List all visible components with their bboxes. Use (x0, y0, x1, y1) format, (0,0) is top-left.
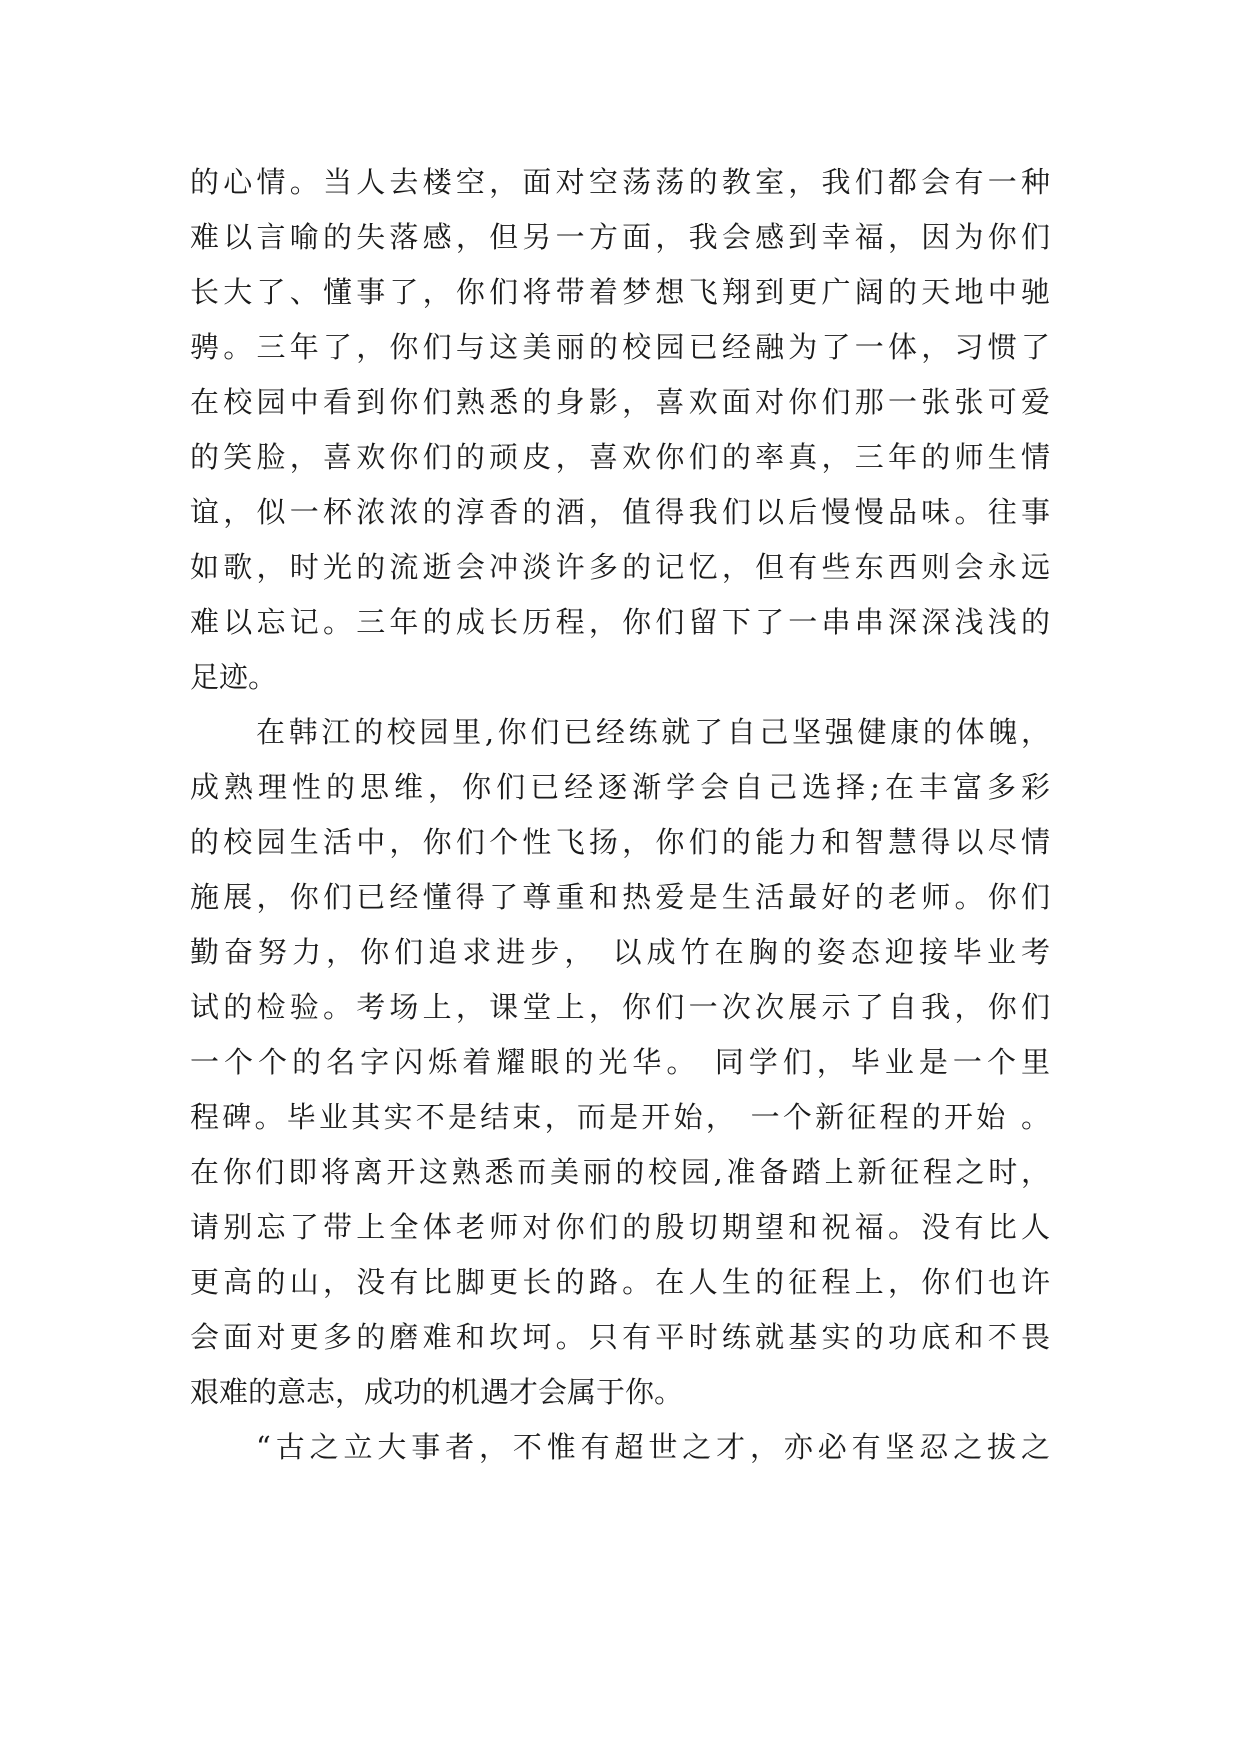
text-line: 难以忘记。三年的成长历程，你们留下了一串串深深浅浅的 (190, 605, 1050, 639)
text-line: 难以言喻的失落感，但另一方面，我会感到幸福，因为你们 (190, 220, 1050, 254)
text-line: 会面对更多的磨难和坎坷。只有平时练就基实的功底和不畏 (190, 1320, 1050, 1354)
text-line: 的笑脸，喜欢你们的顽皮，喜欢你们的率真，三年的师生情 (190, 440, 1050, 474)
text-line: 施展，你们已经懂得了尊重和热爱是生活最好的老师。你们 (190, 880, 1050, 914)
text-line: 如歌，时光的流逝会冲淡许多的记忆，但有些东西则会永远 (190, 550, 1050, 584)
text-line: 一个个的名字闪烁着耀眼的光华。 同学们，毕业是一个里 (190, 1045, 1050, 1079)
text-line: 的校园生活中，你们个性飞扬，你们的能力和智慧得以尽情 (190, 825, 1050, 859)
text-line: 艰难的意志，成功的机遇才会属于你。 (190, 1375, 684, 1409)
text-line: 在校园中看到你们熟悉的身影，喜欢面对你们那一张张可爱 (190, 385, 1050, 419)
text-line: 足迹。 (190, 660, 278, 694)
text-line: 长大了、懂事了，你们将带着梦想飞翔到更广阔的天地中驰 (190, 275, 1050, 309)
paragraph-first-line: “古之立大事者，不惟有超世之才，亦必有坚忍之拔之 (256, 1430, 1050, 1464)
text-line: 的心情。当人去楼空，面对空荡荡的教室，我们都会有一种 (190, 165, 1050, 199)
text-line: 程碑。毕业其实不是结束，而是开始， 一个新征程的开始 。 (190, 1100, 1050, 1134)
text-line: 更高的山，没有比脚更长的路。在人生的征程上，你们也许 (190, 1265, 1050, 1299)
text-line: 在你们即将离开这熟悉而美丽的校园,准备踏上新征程之时， (190, 1155, 1050, 1189)
text-line: 试的检验。考场上，课堂上，你们一次次展示了自我，你们 (190, 990, 1050, 1024)
text-line: 谊，似一杯浓浓的淳香的酒，值得我们以后慢慢品味。往事 (190, 495, 1050, 529)
paragraph-first-line: 在韩江的校园里,你们已经练就了自己坚强健康的体魄， (256, 715, 1050, 749)
body-text (190, 155, 1050, 1475)
text-line: 勤奋努力，你们追求进步， 以成竹在胸的姿态迎接毕业考 (190, 935, 1050, 969)
text-line: 请别忘了带上全体老师对你们的殷切期望和祝福。没有比人 (190, 1210, 1050, 1244)
text-line: 成熟理性的思维，你们已经逐渐学会自己选择;在丰富多彩 (190, 770, 1050, 804)
text-line: 骋。三年了，你们与这美丽的校园已经融为了一体，习惯了 (190, 330, 1050, 364)
